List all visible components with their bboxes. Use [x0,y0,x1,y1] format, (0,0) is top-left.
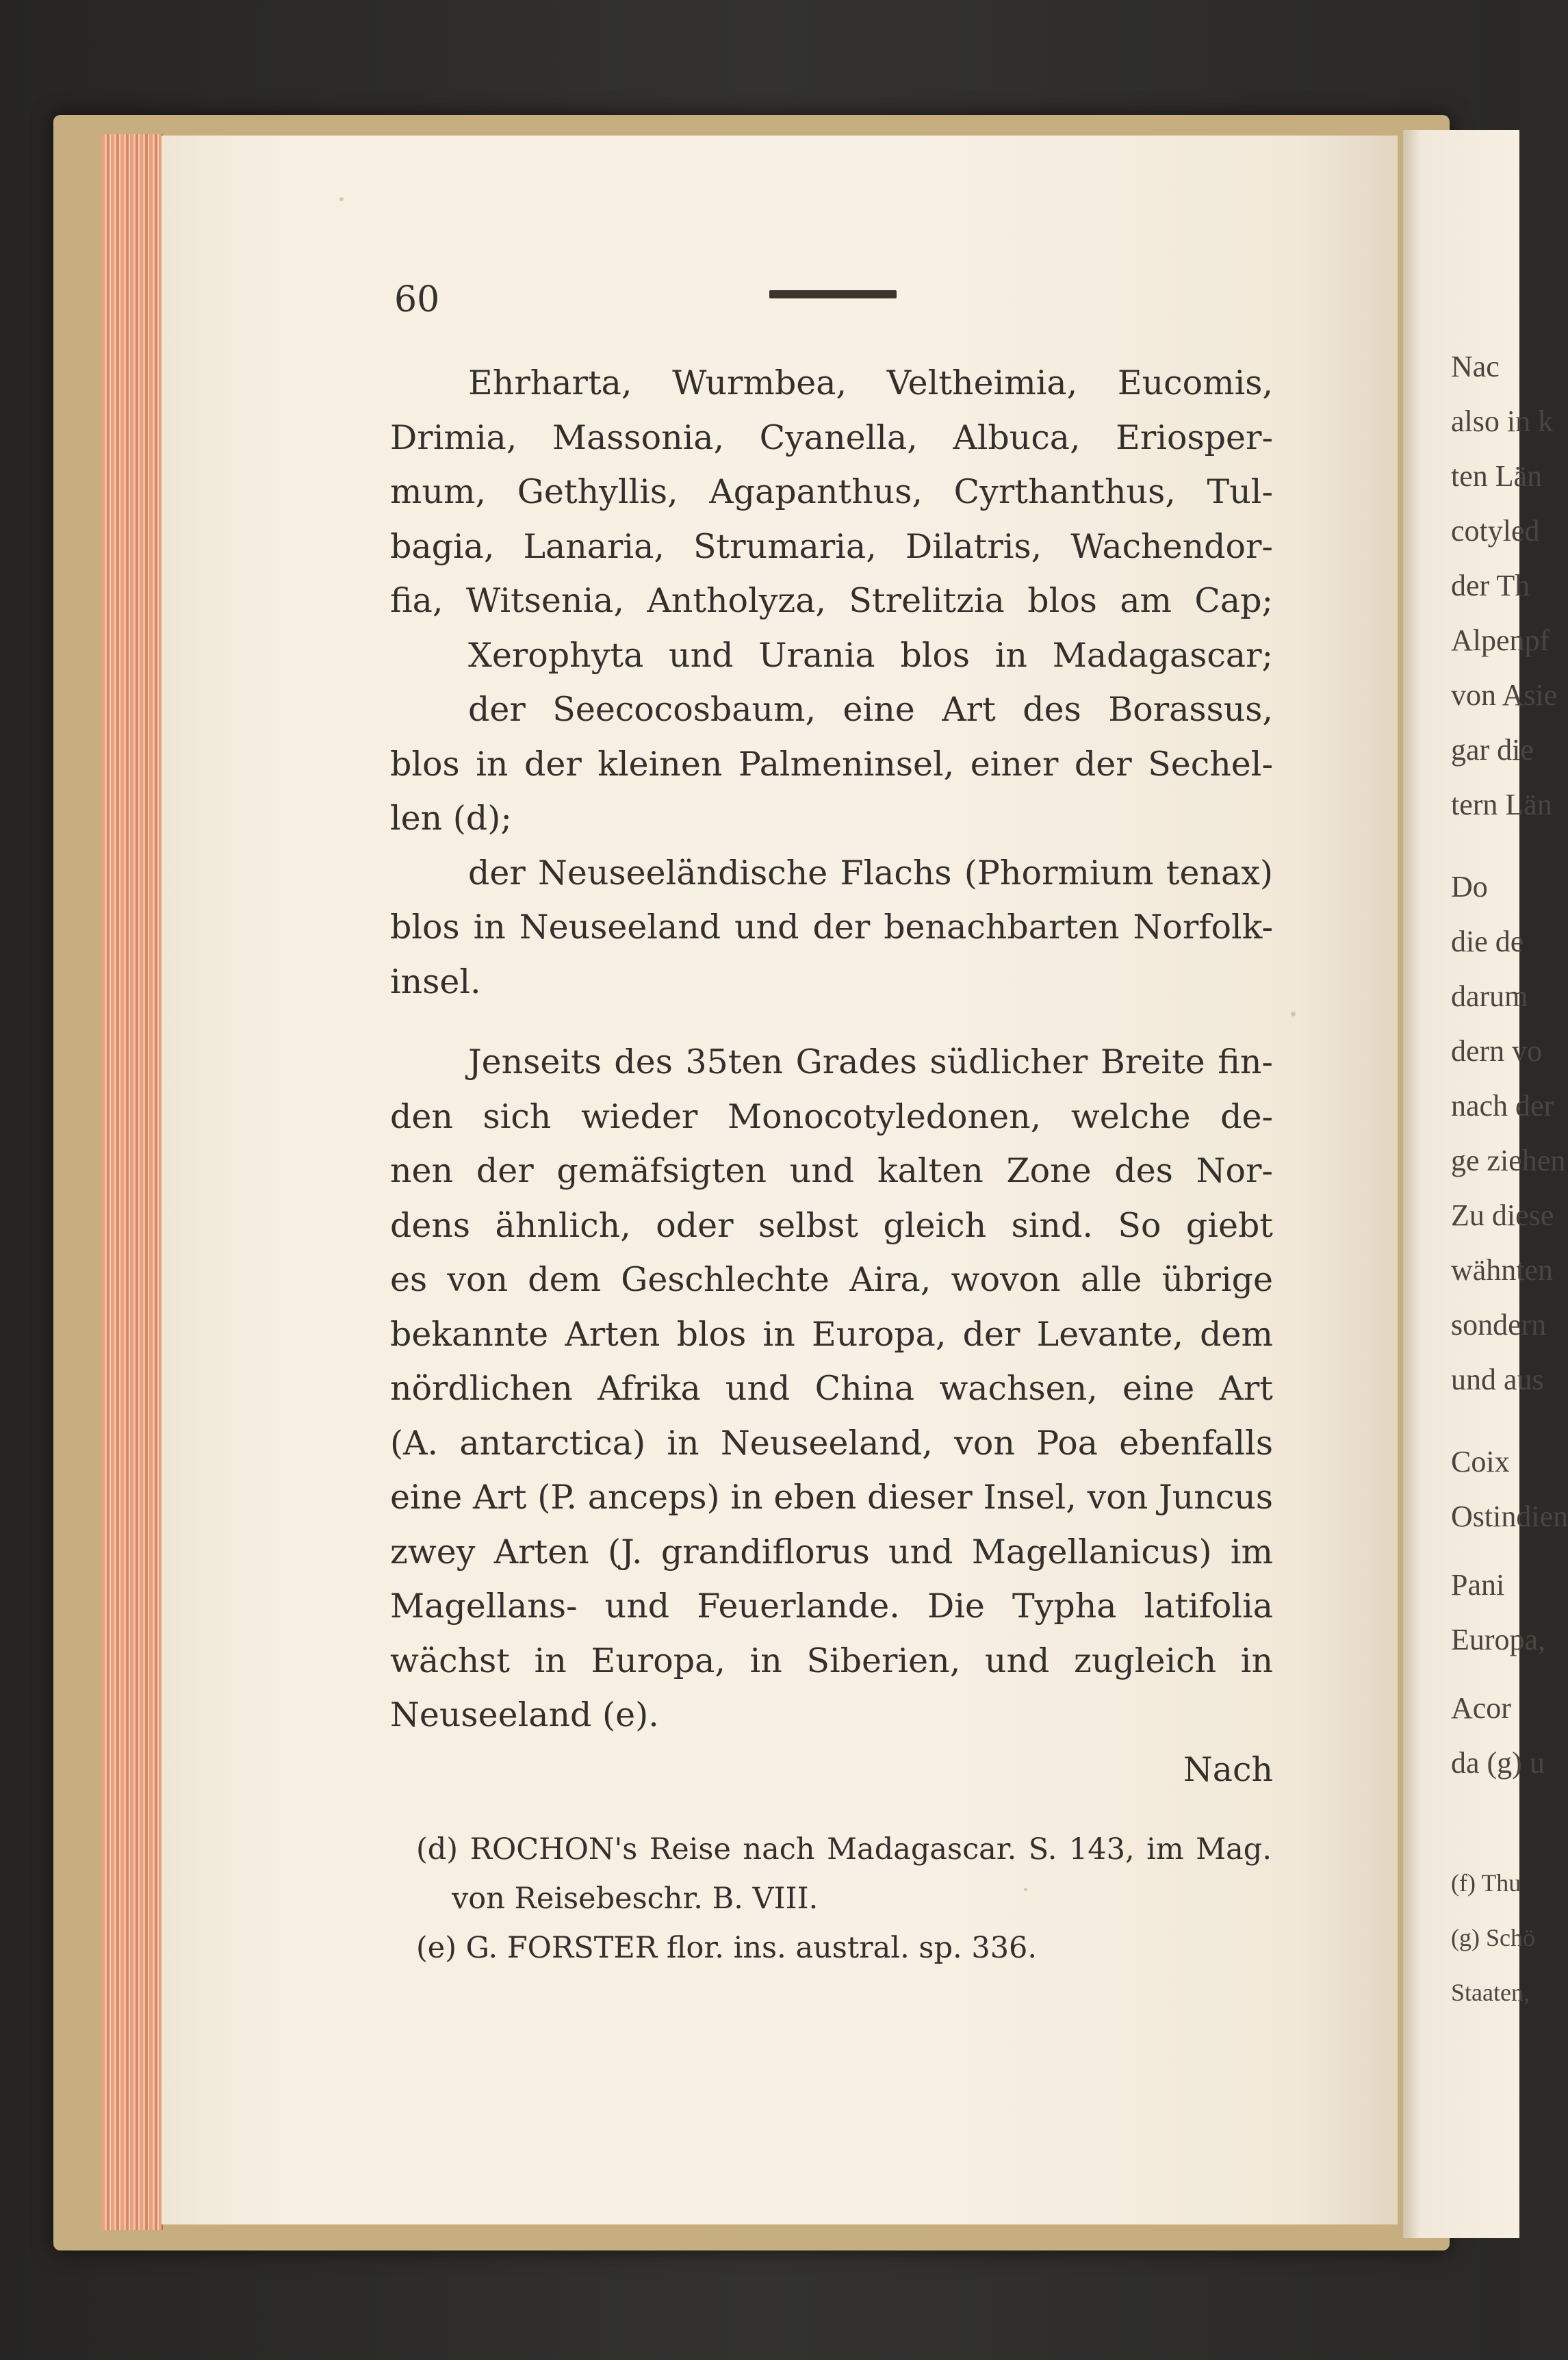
text-line: nen der gemäfsigten und kalten Zone des Nor- [390,1151,1273,1190]
text-line: nördlichen Afrika und China wachsen, eine Art [390,1369,1273,1408]
facing-line: von Asie [1451,678,1558,712]
text-line: der Neuseeländische Flachs (Phormium tenax) [468,853,1273,893]
facing-line: dern vo [1451,1034,1543,1068]
facing-line: und aus [1451,1363,1544,1396]
text-line: bekannte Arten blos in Europa, der Levante, dem [390,1314,1273,1354]
facing-line: Pani [1451,1568,1505,1602]
facing-line: (f) Thu [1451,1869,1521,1897]
text-line: insel. [390,962,481,1001]
catchword: Nach [1183,1749,1273,1789]
footnote-e: (e) G. FORSTER flor. ins. austral. sp. 336. [416,1931,1038,1965]
facing-line: nach der [1451,1089,1554,1123]
red-page-edges [101,134,163,2230]
page-number: 60 [394,279,440,320]
facing-line: Alpenpf [1451,624,1550,657]
facing-line: Staaten, [1451,1979,1530,2006]
text-line: Ehrharta, Wurmbea, Veltheimia, Eucomis, [468,363,1273,402]
facing-page [1403,130,1568,2238]
text-line: zwey Arten (J. grandiflorus und Magellanicus) im [390,1532,1273,1572]
header-rule [769,290,897,298]
facing-line: darum [1451,979,1528,1013]
facing-line: (g) Schö [1451,1924,1535,1951]
text-line: Drimia, Massonia, Cyanella, Albuca, Eriosper- [390,418,1273,457]
text-line: wächst in Europa, in Siberien, und zugleich in [390,1641,1273,1680]
text-line: der Seecocosbaum, eine Art des Borassus, [468,690,1273,729]
text-line: den sich wieder Monocotyledonen, welche de- [390,1096,1273,1136]
text-line: len (d); [390,799,512,838]
facing-line: Coix [1451,1445,1510,1478]
text-line: es von dem Geschlechte Aira, wovon alle übrige [390,1260,1273,1299]
facing-line: Do [1451,870,1488,903]
text-line: Jenseits des 35ten Grades südlicher Breite fin- [468,1042,1273,1081]
facing-line: ten Län [1451,459,1543,493]
text-line: Neuseeland (e). [390,1695,659,1734]
text-line: blos in Neuseeland und der benachbarten Norfolk- [390,908,1273,947]
facing-line: gar die [1451,733,1534,767]
text-line: bagia, Lanaria, Strumaria, Dilatris, Wachendor- [390,526,1273,566]
text-line: (A. antarctica) in Neuseeland, von Poa ebenfalls [390,1423,1273,1463]
footnotes [416,1825,1272,1973]
facing-line: also in k [1451,405,1554,438]
facing-line: da (g) u [1451,1746,1545,1780]
facing-line: Ostindien [1451,1500,1568,1533]
facing-line: Nac [1451,350,1500,383]
text-line: Magellans- und Feuerlande. Die Typha latifolia [390,1587,1273,1626]
facing-line: sondern [1451,1308,1547,1342]
facing-line: die de [1451,925,1524,958]
text-line: mum, Gethyllis, Agapanthus, Cyrthanthus, Tul- [390,472,1273,511]
facing-line: ge ziehen [1451,1144,1566,1177]
facing-line: der Th [1451,569,1530,602]
text-line: fia, Witsenia, Antholyza, Strelitzia blos am Cap; [390,581,1273,620]
facing-line: Acor [1451,1691,1511,1725]
facing-line: tern Län [1451,788,1552,821]
text-line: blos in der kleinen Palmeninsel, einer der Sechel- [390,744,1273,784]
main-text [390,356,1273,1797]
facing-line: wähnten [1451,1253,1554,1287]
footnote-d-continued: von Reisebeschr. B. VIII. [452,1882,819,1916]
facing-line: Zu diese [1451,1198,1554,1232]
text-line: dens ähnlich, oder selbst gleich sind. So giebt [390,1205,1273,1245]
text-line: Xerophyta und Urania blos in Madagascar; [468,635,1273,675]
facing-line: Europa, [1451,1623,1546,1656]
text-line: eine Art (P. anceps) in eben dieser Insel, von Juncus [390,1478,1273,1517]
footnote-d: (d) ROCHON's Reise nach Madagascar. S. 143, im Mag. [416,1832,1272,1867]
facing-line: cotyled [1451,514,1540,548]
